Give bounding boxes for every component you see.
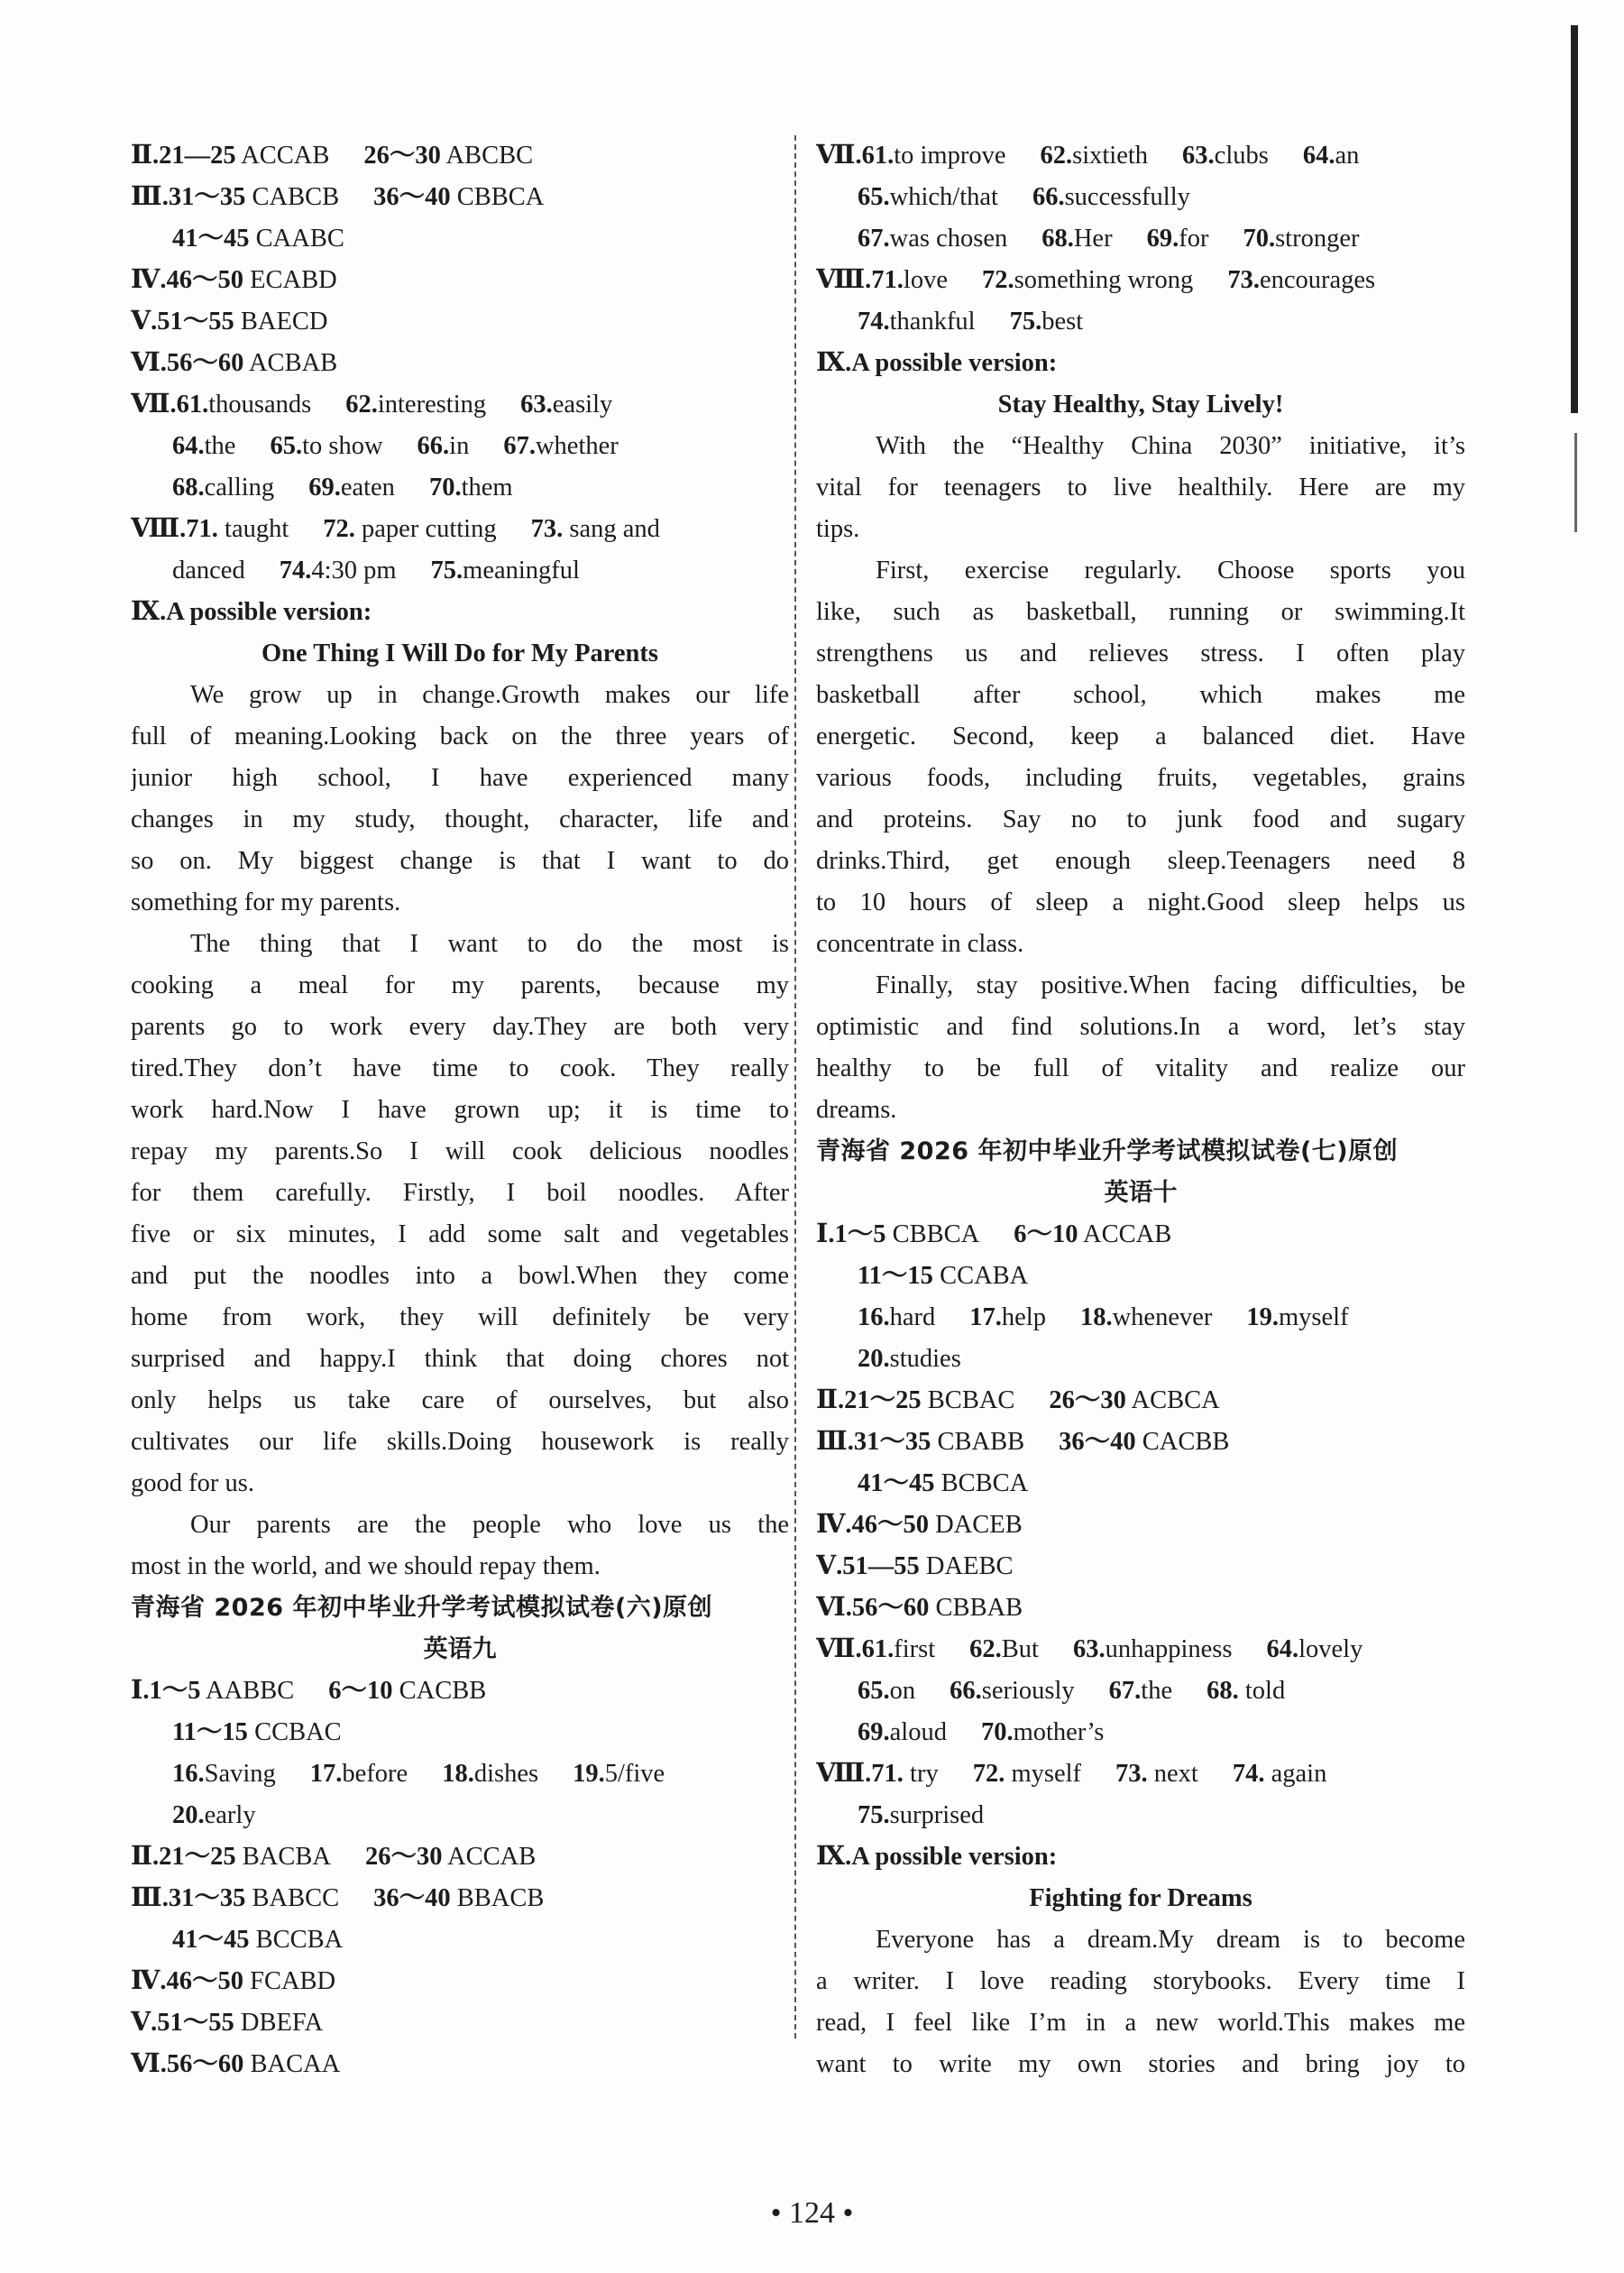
answer-line: 11～15 CCBAC [172,1718,342,1746]
essay-line: only helps us take care of ourselves, but also [131,1386,789,1414]
answer-line: Ⅳ.46～50 FCABD [131,1967,336,1995]
answer-line: danced 74.4:30 pm 75.meaningful [172,557,580,584]
essay-line: Finally, stay positive.When facing difficulties, be [876,971,1465,999]
essay-line: read, I feel like I’m in a new world.This makes me [816,2009,1465,2037]
answer-line: Ⅵ.56～60 BACAA [131,2050,341,2078]
essay-title: Fighting for Dreams [1029,1884,1252,1912]
answer-line: Ⅱ.21—25 ACCAB 26～30 ABCBC [131,142,534,170]
essay-title: One Thing I Will Do for My Parents [261,640,658,667]
essay-line: cooking a meal for my parents, because my [131,971,789,999]
essay-line: and proteins. Say no to junk food and sugary [816,805,1465,833]
answer-line: Ⅱ.21～25 BACBA 26～30 ACCAB [131,1843,537,1871]
essay-title: Stay Healthy, Stay Lively! [997,391,1284,419]
essay-line: so on. My biggest change is that I want to do [131,847,789,875]
essay-line: surprised and happy.I think that doing chores not [131,1345,789,1373]
answer-line: Ⅷ.71. try 72. myself 73. next 74. again [816,1760,1327,1788]
answer-line: 65.on 66.seriously 67.the 68. told [858,1677,1286,1705]
left-column [131,135,789,2085]
essay-line: vital for teenagers to live healthily. Here are my [816,474,1465,502]
answer-line: 74.thankful 75.best [858,308,1084,336]
page-number: • 124 • [770,2196,854,2230]
answer-line: Ⅳ.46～50 DACEB [816,1511,1023,1539]
essay-line: The thing that I want to do the most is [190,930,789,958]
scan-edge-mark [1574,433,1577,532]
section-subtitle: 英语九 [423,1635,497,1663]
answer-line: 41～45 BCCBA [172,1926,344,1954]
essay-line: a writer. I love reading storybooks. Every time I [816,1967,1465,1995]
essay-line: full of meaning.Looking back on the three years of [131,722,789,750]
answer-line: Ⅸ.A possible version: [131,598,372,626]
answer-line: Ⅶ.61.to improve 62.sixtieth 63.clubs 64.an [816,142,1360,170]
answer-line: 20.studies [858,1345,961,1373]
essay-line: home from work, they will definitely be very [131,1303,789,1331]
essay-line: Everyone has a dream.My dream is to become [876,1926,1465,1954]
answer-line: 41～45 CAABC [172,225,344,253]
essay-line: various foods, including fruits, vegetables, grains [816,764,1465,792]
essay-line: like, such as basketball, running or swimming.It [816,598,1465,626]
essay-line: With the “Healthy China 2030” initiative, it’s [876,432,1465,460]
answer-line: Ⅲ.31～35 CABCB 36～40 CBBCA [131,183,545,211]
section-title: 青海省 2026 年初中毕业升学考试模拟试卷(六)原创 [131,1594,713,1622]
answer-line: Ⅶ.61.thousands 62.interesting 63.easily [131,391,613,419]
essay-line: tips. [816,515,860,543]
answer-line: Ⅵ.56～60 CBBAB [816,1594,1023,1622]
answer-line: Ⅴ.51～55 BAECD [131,308,328,336]
answer-line: 69.aloud 70.mother’s [858,1718,1105,1746]
essay-line: something for my parents. [131,888,401,916]
answer-line: 68.calling 69.eaten 70.them [172,474,513,502]
answer-line: 41～45 BCBCA [858,1469,1029,1497]
answer-line: Ⅲ.31～35 CBABB 36～40 CACBB [816,1428,1230,1456]
answer-line: Ⅰ.1～5 CBBCA 6～10 ACCAB [816,1220,1172,1248]
essay-line: work hard.Now I have grown up; it is time to [131,1096,789,1124]
essay-line: most in the world, and we should repay them. [131,1552,601,1580]
answer-line: 16.hard 17.help 18.whenever 19.myself [858,1303,1349,1331]
answer-line: Ⅰ.1～5 AABBC 6～10 CACBB [131,1677,487,1705]
answer-line: Ⅵ.56～60 ACBAB [131,349,338,377]
essay-line: optimistic and find solutions.In a word, let’s stay [816,1013,1465,1041]
answer-line: Ⅸ.A possible version: [816,349,1058,377]
answer-line: Ⅳ.46～50 ECABD [131,266,337,294]
answer-line: 65.which/that 66.successfully [858,183,1190,211]
essay-line: energetic. Second, keep a balanced diet. Have [816,722,1465,750]
essay-line: for them carefully. Firstly, I boil noodles. After [131,1179,789,1207]
essay-line: drinks.Third, get enough sleep.Teenagers need 8 [816,847,1465,875]
essay-line: changes in my study, thought, character, life and [131,805,789,833]
essay-line: basketball after school, which makes me [816,681,1465,709]
essay-line: healthy to be full of vitality and realize our [816,1054,1465,1082]
essay-line: five or six minutes, I add some salt and vegetables [131,1220,789,1248]
section-subtitle: 英语十 [1104,1179,1178,1207]
essay-line: dreams. [816,1096,897,1124]
answer-line: 11～15 CCABA [858,1262,1029,1290]
essay-line: and put the noodles into a bowl.When they come [131,1262,789,1290]
answer-line: 16.Saving 17.before 18.dishes 19.5/five [172,1760,665,1788]
answer-line: Ⅶ.61.first 62.But 63.unhappiness 64.lovely [816,1635,1363,1663]
essay-line: First, exercise regularly. Choose sports you [876,557,1465,584]
essay-line: good for us. [131,1469,254,1497]
answer-line: 75.surprised [858,1801,985,1829]
essay-line: We grow up in change.Growth makes our life [190,681,789,709]
essay-line: parents go to work every day.They are both very [131,1013,789,1041]
answer-line: Ⅸ.A possible version: [816,1843,1058,1871]
answer-line: Ⅷ.71.love 72.something wrong 73.encourages [816,266,1376,294]
essay-line: cultivates our life skills.Doing housework is really [131,1428,789,1456]
answer-line: 64.the 65.to show 66.in 67.whether [172,432,619,460]
essay-line: Our parents are the people who love us the [190,1511,789,1539]
answer-line: 20.early [172,1801,256,1829]
answer-line: Ⅷ.71. taught 72. paper cutting 73. sang and [131,515,660,543]
column-divider [794,135,796,2038]
essay-line: to 10 hours of sleep a night.Good sleep helps us [816,888,1465,916]
essay-line: want to write my own stories and bring joy to [816,2050,1465,2078]
essay-line: strengthens us and relieves stress. I often play [816,640,1465,667]
answer-line: Ⅱ.21～25 BCBAC 26～30 ACBCA [816,1386,1220,1414]
answer-line: Ⅴ.51～55 DBEFA [131,2009,324,2037]
essay-line: repay my parents.So I will cook delicious noodles [131,1137,789,1165]
answer-line: Ⅲ.31～35 BABCC 36～40 BBACB [131,1884,545,1912]
essay-line: concentrate in class. [816,930,1024,958]
section-title: 青海省 2026 年初中毕业升学考试模拟试卷(七)原创 [816,1137,1399,1165]
essay-line: junior high school, I have experienced many [131,764,789,792]
answer-line: Ⅴ.51—55 DAEBC [816,1552,1014,1580]
right-column [816,135,1465,2085]
answer-line: 67.was chosen 68.Her 69.for 70.stronger [858,225,1360,253]
scan-edge-mark [1571,25,1578,413]
essay-line: tired.They don’t have time to cook. They really [131,1054,789,1082]
